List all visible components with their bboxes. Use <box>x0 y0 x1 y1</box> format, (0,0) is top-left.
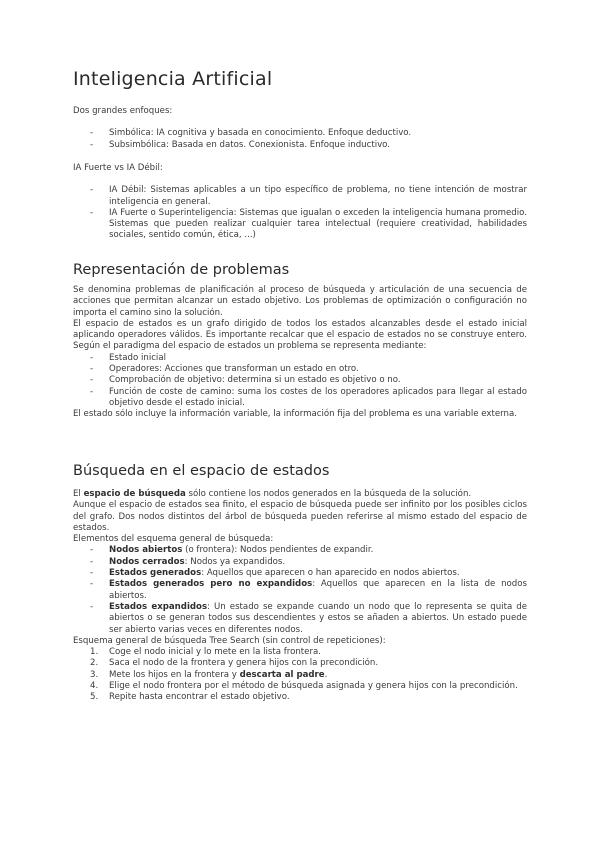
paragraph: El espacio de búsqueda sólo contiene los nodos generados en la búsqueda de la solución. <box>73 489 472 499</box>
section-heading-representacion: Representación de problemas <box>73 262 290 278</box>
section1-body <box>73 285 527 421</box>
list-item: - Nodos abiertos (o frontera): Nodos pendientes de expandir. <box>73 545 527 556</box>
list-item: - Estados generados: Aquellos que aparecen o han aparecido en nodos abiertos. <box>73 568 527 579</box>
section2-body <box>73 489 527 704</box>
list-item: - IA Fuerte o Superinteligencia: Sistemas que igualan o exceden la inteligencia humana promedio. Sistemas que pueden realizar cualquier tarea intelectual (requiere creatividad, habilidades sociales, sentido común, ética, ...) <box>73 208 527 242</box>
list-item: - Nodos cerrados: Nodos ya expandidos. <box>73 557 527 568</box>
list-item: 4. Elige el nodo frontera por el método de búsqueda asignada y genera hijos con la precondición. <box>90 681 518 692</box>
list-item: - Función de coste de camino: suma los costes de los operadores aplicados para llegar al estado objetivo desde el estado inicial. <box>73 387 527 410</box>
paragraph: Esquema general de búsqueda Tree Search (sin control de repeticiones): <box>73 635 386 646</box>
search-elements-list <box>73 545 527 635</box>
strong-weak-lead: IA Fuerte vs IA Débil: <box>73 163 163 173</box>
strong-weak-block <box>73 163 527 242</box>
paragraph: Elementos del esquema general de búsqueda: <box>73 534 274 545</box>
section-heading-busqueda: Búsqueda en el espacio de estados <box>73 463 330 479</box>
list-item: 5. Repite hasta encontrar el estado objetivo. <box>90 692 290 703</box>
list-item: 3. Mete los hijos en la frontera y descarta al padre. <box>90 669 328 680</box>
page-title: Inteligencia Artificial <box>73 68 273 90</box>
intro-lead: Dos grandes enfoques: <box>73 106 173 116</box>
paragraph: Se denomina problemas de planificación al proceso de búsqueda y articulación de una secuencia de acciones que permitan alcanzar un estado objetivo. Los problemas de optimización o configuración no importa el camino sino la solución. <box>73 285 527 318</box>
paragraph: El espacio de estados es un grafo dirigido de todos los estados alcanzables desde el estado inicial aplicando operadores válidos. Es importante recalcar que el espacio de estados no se construye entero. Según el paradigma del espacio de estados un problema se representa mediante: <box>73 318 527 352</box>
list-item: - Subsimbólica: Basada en datos. Conexionista. Enfoque inductivo. <box>73 140 527 151</box>
list-item: - IA Débil: Sistemas aplicables a un tipo específico de problema, no tiene intención de mostrar inteligencia en general. <box>73 185 527 208</box>
paragraph: Aunque el espacio de estados sea finito, el espacio de búsqueda puede ser infinito por los posibles ciclos del grafo. Dos nodos distintos del árbol de búsqueda pueden referirse al mismo estado del espacio de estados. <box>73 500 527 533</box>
paragraph: El estado sólo incluye la información variable, la información fija del problema es una variable externa. <box>73 409 517 420</box>
list-item: - Estado inicial <box>73 353 527 364</box>
list-item: 2. Saca el nodo de la frontera y genera hijos con la precondición. <box>90 658 379 669</box>
list-item: - Operadores: Acciones que transforman un estado en otro. <box>73 364 527 375</box>
list-item: - Simbólica: IA cognitiva y basada en conocimiento. Enfoque deductivo. <box>73 128 527 139</box>
intro-block <box>73 106 527 151</box>
list-item: 1. Coge el nodo inicial y lo mete en la lista frontera. <box>90 647 321 658</box>
strong-weak-list <box>73 185 527 241</box>
problem-elements-list <box>73 353 527 409</box>
bold-term: espacio de búsqueda <box>83 489 186 499</box>
list-item: - Estados expandidos: Un estado se expande cuando un nodo que lo representa se quita de abiertos o se generan todos sus descendientes y estos se añaden a abiertos. Un estado puede ser abierto varias veces en diferentes nodos. <box>73 602 527 636</box>
tree-search-steps <box>73 647 527 703</box>
list-item: - Estados generados pero no expandidos: Aquellos que aparecen en la lista de nodos abiertos. <box>73 579 527 602</box>
approaches-list <box>73 128 527 151</box>
list-item: - Comprobación de objetivo: determina si un estado es objetivo o no. <box>73 375 527 386</box>
